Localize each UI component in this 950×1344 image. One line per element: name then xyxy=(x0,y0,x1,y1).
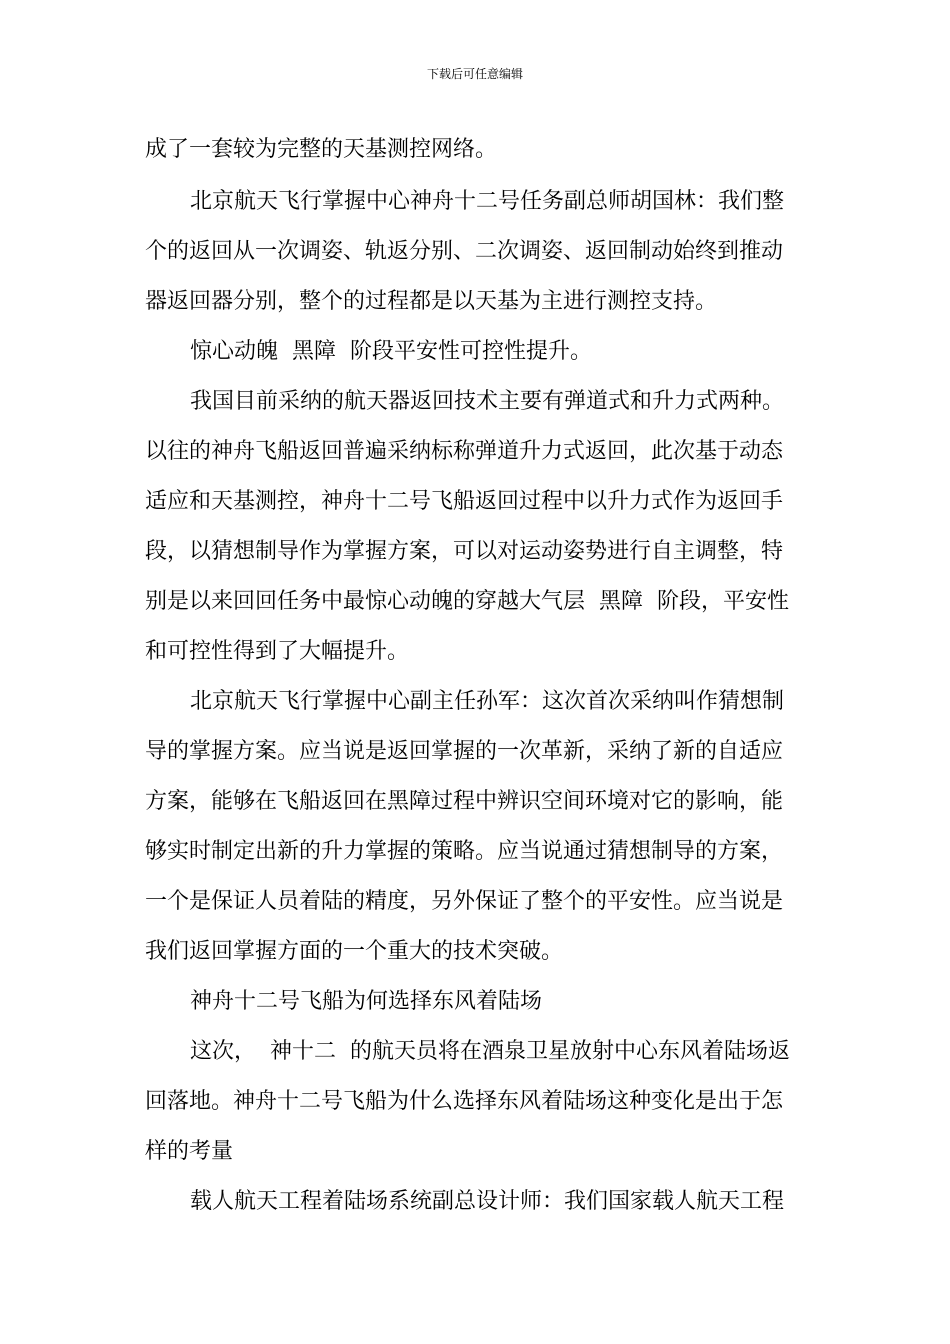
text-line: 神舟十二号飞船为何选择东风着陆场 xyxy=(190,989,543,1014)
text-line: 载人航天工程着陆场系统副总设计师：我们国家载人航天工程 xyxy=(190,1189,785,1214)
text-line: 以往的神舟飞船返回普遍采纳标称弹道升力式返回，此次基于动态 xyxy=(145,439,784,464)
text-line: 方案，能够在飞船返回在黑障过程中辨识空间环境对它的影响，能 xyxy=(145,789,784,814)
text-line: 个的返回从一次调姿、轨返分别、二次调姿、返回制动始终到推动 xyxy=(145,239,784,264)
text-line: 这次， 神十二 的航天员将在酒泉卫星放射中心东风着陆场返 xyxy=(190,1039,790,1064)
text-line: 成了一套较为完整的天基测控网络。 xyxy=(145,137,498,162)
text-line: 回落地。神舟十二号飞船为什么选择东风着陆场这种变化是出于怎 xyxy=(145,1089,784,1114)
text-line: 我们返回掌握方面的一个重大的技术突破。 xyxy=(145,939,564,964)
text-line: 惊心动魄 黑障 阶段平安性可控性提升。 xyxy=(190,339,592,364)
text-line: 我国目前采纳的航天器返回技术主要有弹道式和升力式两种。 xyxy=(190,389,785,414)
text-line: 导的掌握方案。应当说是返回掌握的一次革新，采纳了新的自适应 xyxy=(145,739,784,764)
text-line: 和可控性得到了大幅提升。 xyxy=(145,639,410,664)
text-line: 够实时制定出新的升力掌握的策略。应当说通过猜想制导的方案， xyxy=(145,839,784,864)
text-line: 段，以猜想制导作为掌握方案，可以对运动姿势进行自主调整，特 xyxy=(145,539,784,564)
text-line: 北京航天飞行掌握中心副主任孙军：这次首次采纳叫作猜想制 xyxy=(190,689,785,714)
text-line: 样的考量 xyxy=(145,1139,234,1164)
text-line: 器返回器分别，整个的过程都是以天基为主进行测控支持。 xyxy=(145,289,718,314)
text-line: 适应和天基测控，神舟十二号飞船返回过程中以升力式作为返回手 xyxy=(145,489,784,514)
text-line: 一个是保证人员着陆的精度，另外保证了整个的平安性。应当说是 xyxy=(145,889,784,914)
text-line: 北京航天飞行掌握中心神舟十二号任务副总师胡国林：我们整 xyxy=(190,189,785,214)
text-line: 别是以来回回任务中最惊心动魄的穿越大气层 黑障 阶段，平安性 xyxy=(145,589,789,614)
page-header: 下载后可任意编辑 xyxy=(426,67,523,81)
